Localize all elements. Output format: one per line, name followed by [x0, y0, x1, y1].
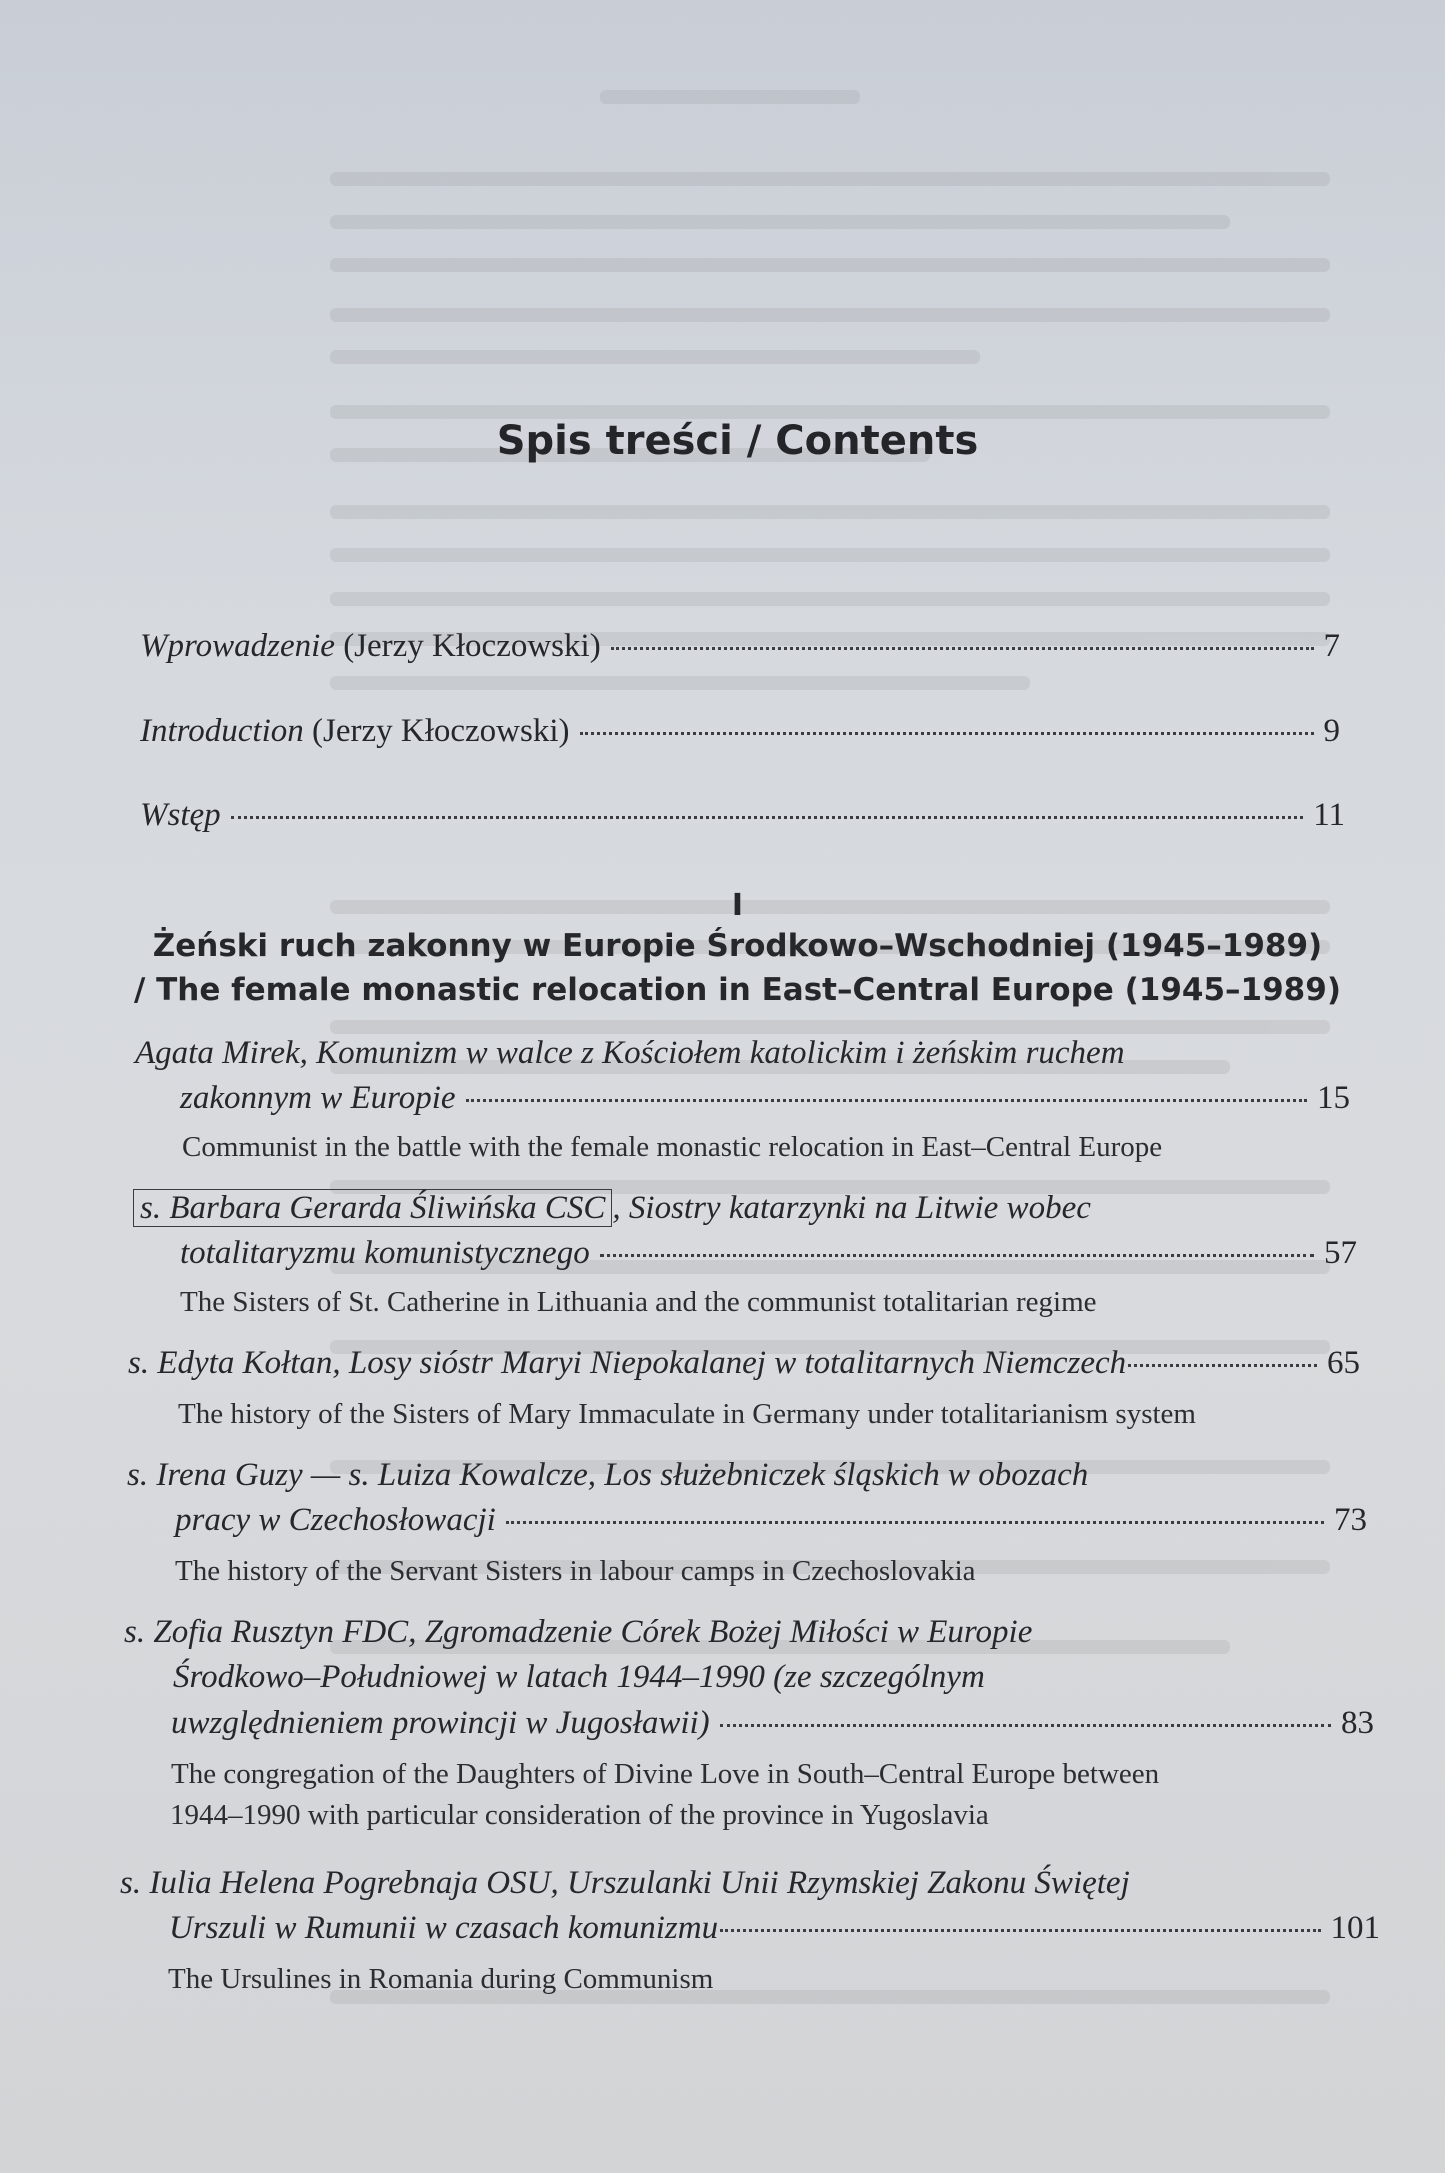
toc-entry-article-3[interactable]: [128, 1345, 1360, 1382]
article-title-line: s. Zofia Rusztyn FDC, Zgromadzenie Córek Bożej Miłości w Europie: [124, 1614, 1033, 1650]
english-title: The Sisters of St. Catherine in Lithuania and the communist totalitarian regime: [180, 1286, 1097, 1318]
leader-dots: [466, 1099, 1307, 1102]
section-title-en: / The female monastic relocation in East–Central Europe (1945–1989): [134, 972, 1341, 1008]
leader-dots: [580, 732, 1314, 735]
article-title-line: pracy w Czechosłowacji: [175, 1502, 496, 1538]
leader-dots: [720, 1724, 1331, 1727]
leader-dots: [231, 816, 1304, 819]
entry-author: (Jerzy Kłoczowski): [334, 628, 601, 664]
page-number: 57: [1324, 1235, 1357, 1271]
english-title: The Ursulines in Romania during Communism: [168, 1963, 714, 1995]
page-number: 7: [1323, 628, 1340, 664]
toc-entry-article-6[interactable]: [169, 1910, 1380, 1947]
page-title: Spis treści / Contents: [496, 418, 979, 464]
article-title-line: Agata Mirek, Komunizm w walce z Kościołem katolickim i żeńskim ruchem: [135, 1035, 1125, 1071]
leader-dots: [600, 1254, 1314, 1257]
toc-entry-article-2[interactable]: [180, 1235, 1357, 1272]
leader-dots: [506, 1521, 1324, 1524]
section-number: I: [731, 888, 744, 923]
article-title-line: Urszuli w Rumunii w czasach komunizmu: [169, 1910, 719, 1946]
english-title: The history of the Servant Sisters in labour camps in Czechoslovakia: [175, 1555, 976, 1587]
entry-author: (Jerzy Kłoczowski): [303, 713, 570, 749]
article-title-first-line: [133, 1190, 1091, 1227]
article-title-line: , Siostry katarzynki na Litwie wobec: [612, 1190, 1091, 1226]
entry-title: Introduction: [140, 713, 304, 749]
toc-entry-article-1[interactable]: [180, 1080, 1350, 1117]
page-number: 15: [1317, 1080, 1350, 1116]
entry-title: Wstęp: [140, 797, 221, 833]
english-title: Communist in the battle with the female monastic relocation in East–Central Europe: [182, 1131, 1163, 1163]
toc-entry-introduction[interactable]: [140, 713, 1340, 750]
page-number: 73: [1334, 1502, 1367, 1538]
leader-dots: [1128, 1364, 1317, 1367]
article-title-line: s. Irena Guzy — s. Luiza Kowalcze, Los służebniczek śląskich w obozach: [127, 1457, 1089, 1493]
page-number: 9: [1323, 713, 1340, 749]
toc-entry-wprowadzenie[interactable]: [140, 628, 1340, 665]
page-number: 83: [1341, 1705, 1374, 1741]
section-title-pl: Żeński ruch zakonny w Europie Środkowo–Wschodniej (1945–1989): [152, 928, 1323, 964]
english-title: The history of the Sisters of Mary Immaculate in Germany under totalitarianism system: [178, 1398, 1196, 1430]
article-title-line: uwzględnieniem prowincji w Jugosławii): [171, 1705, 710, 1741]
toc-entry-article-4[interactable]: [175, 1502, 1367, 1539]
page-number: 65: [1327, 1345, 1360, 1381]
page-number: 11: [1313, 797, 1345, 833]
english-title: 1944–1990 with particular consideration of the province in Yugoslavia: [170, 1799, 989, 1831]
article-title-line: totalitaryzmu komunistycznego: [180, 1235, 590, 1271]
leader-dots: [720, 1929, 1320, 1932]
article-title-line: Środkowo–Południowej w latach 1944–1990 (ze szczególnym: [173, 1659, 985, 1695]
leader-dots: [611, 647, 1314, 650]
article-title-line: s. Iulia Helena Pogrebnaja OSU, Urszulanki Unii Rzymskiej Zakonu Świętej: [120, 1865, 1130, 1901]
entry-title: Wprowadzenie: [140, 628, 335, 664]
toc-entry-article-5[interactable]: [171, 1705, 1374, 1742]
page-number: 101: [1330, 1910, 1380, 1946]
toc-entry-wstep[interactable]: [140, 797, 1345, 834]
article-title-line: s. Edyta Kołtan, Losy sióstr Maryi Niepokalanej w totalitarnych Niemczech: [128, 1345, 1127, 1381]
article-title-line: zakonnym w Europie: [180, 1080, 456, 1116]
english-title: The congregation of the Daughters of Divine Love in South–Central Europe between: [171, 1758, 1160, 1790]
author-highlight-box[interactable]: s. Barbara Gerarda Śliwińska CSC: [133, 1189, 612, 1227]
